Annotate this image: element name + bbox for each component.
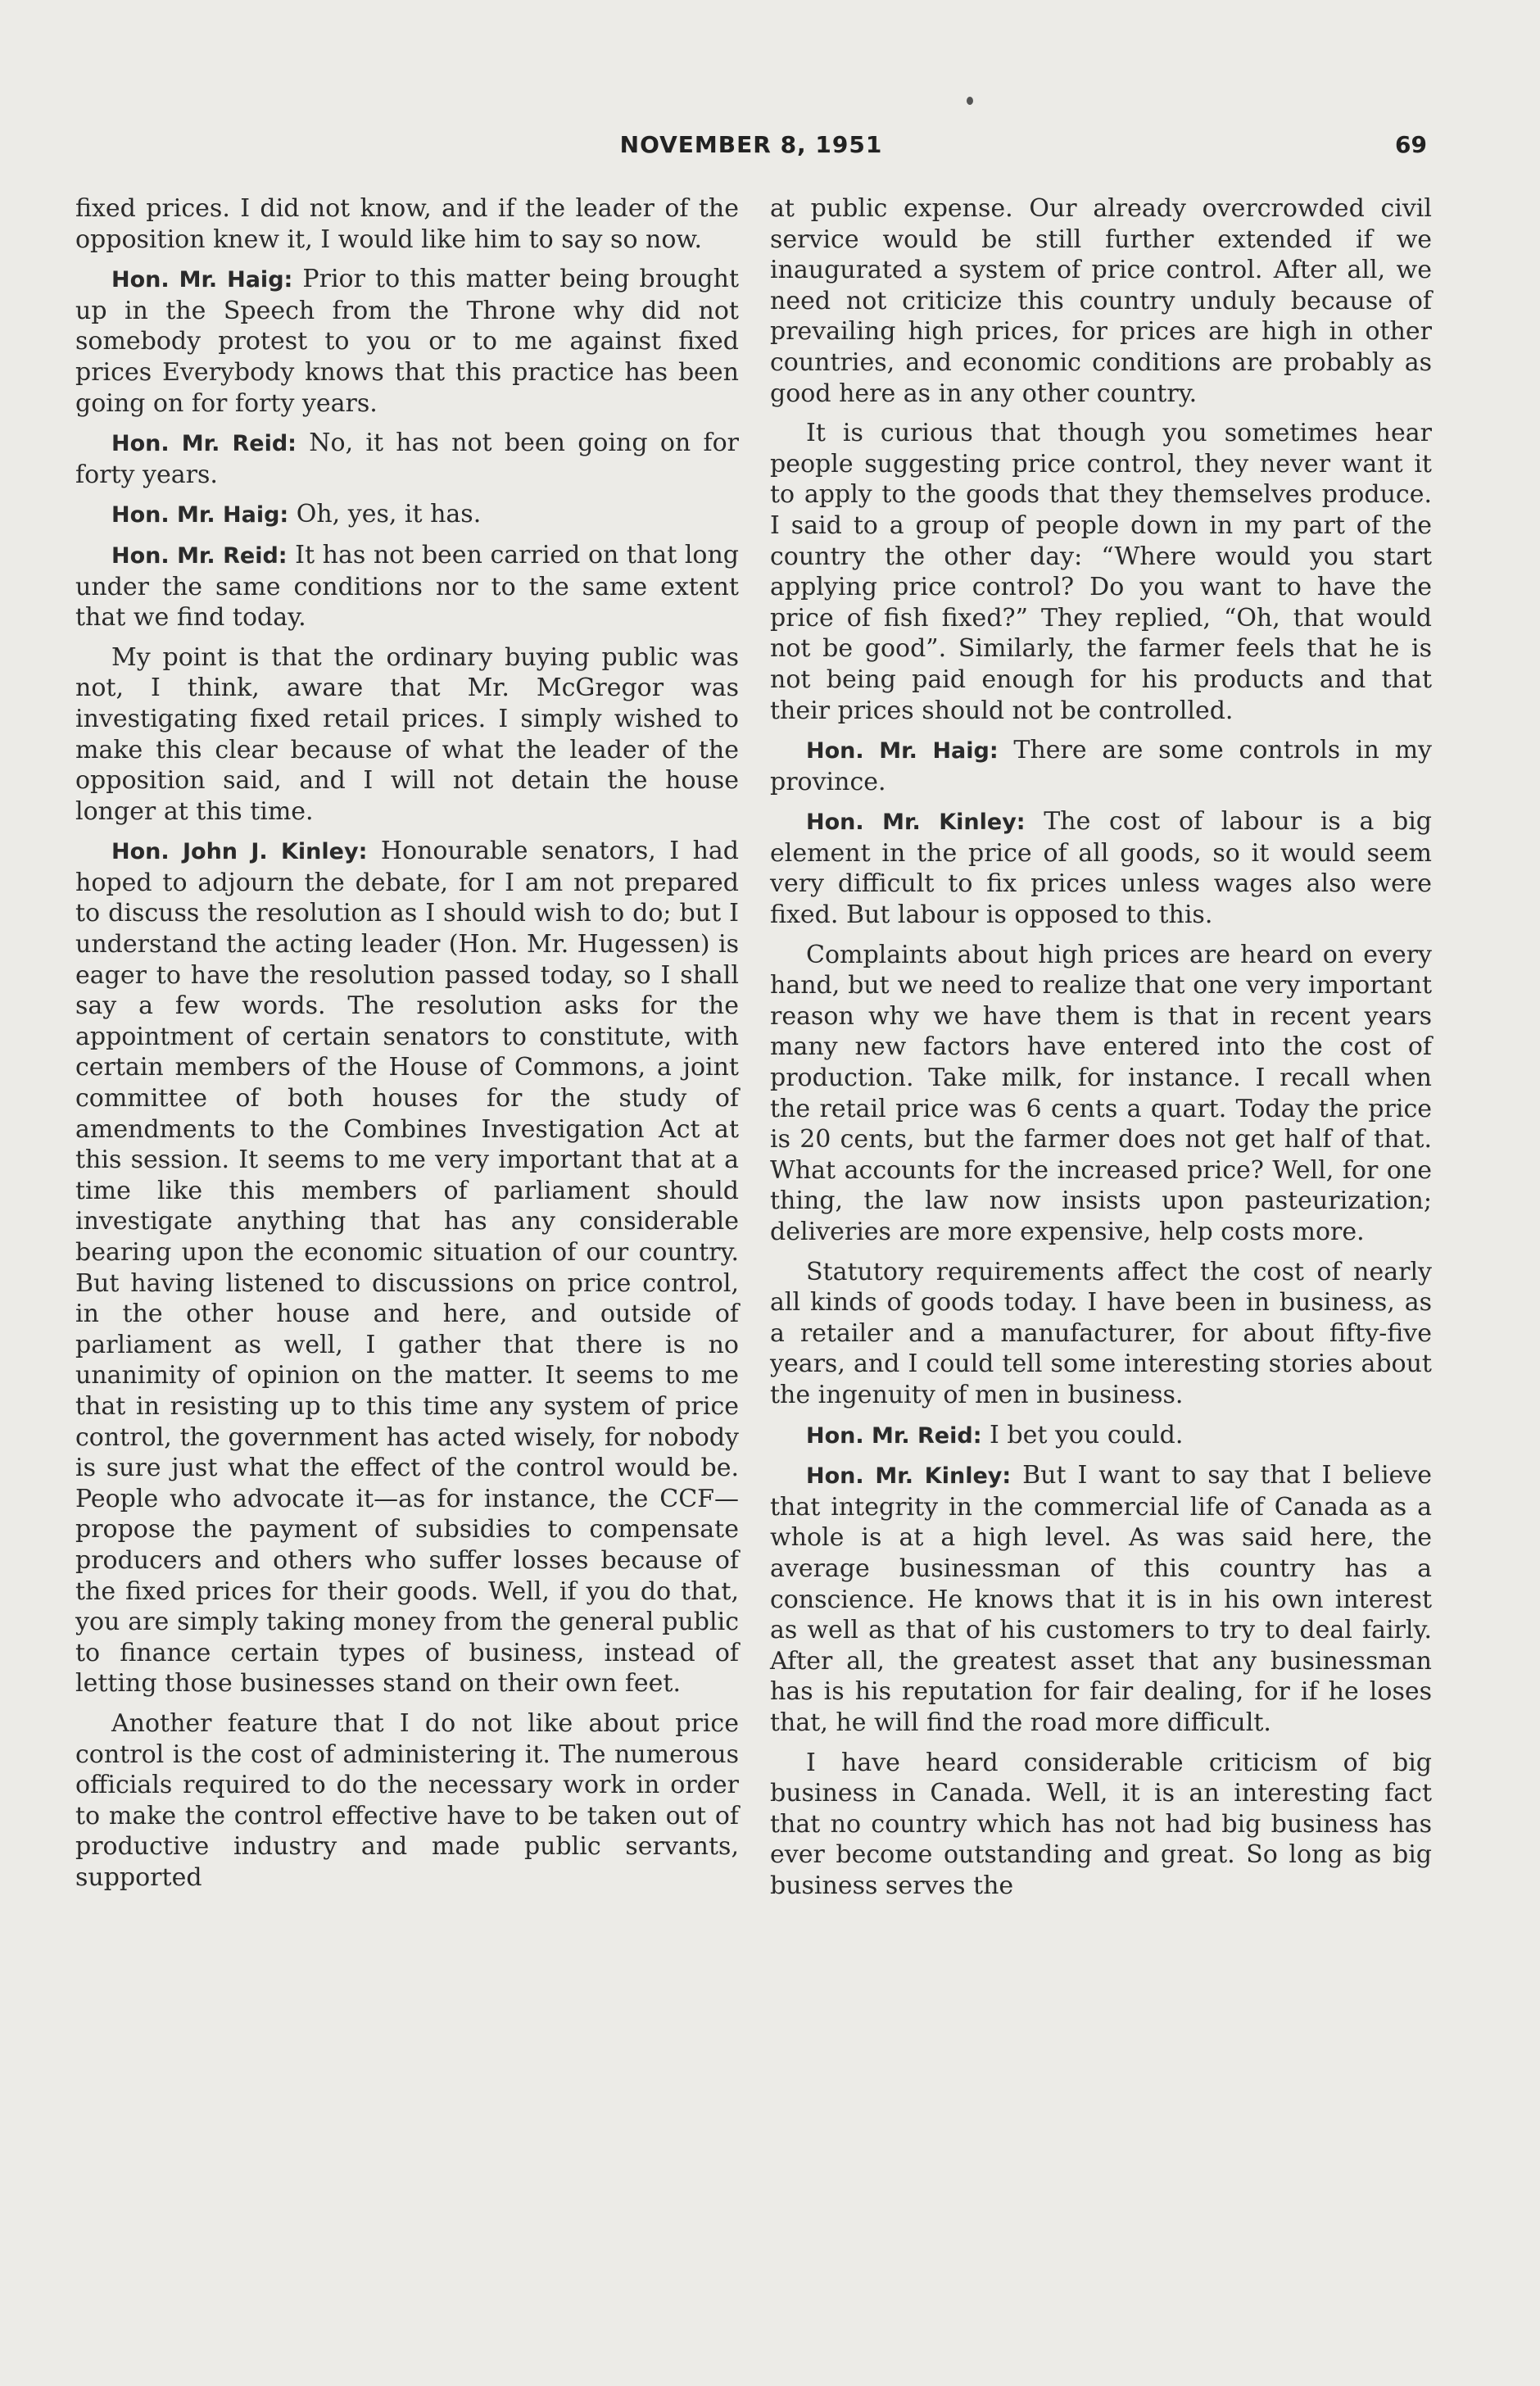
speaker-name: Hon. John J. Kinley: (111, 839, 368, 865)
paragraph-text: Honourable senators, I had hoped to adjourn the debate, for I am not prepared to discuss the resolution as I should wish to do; but I understand the acting leader (Hon. Mr. Hugessen) is eager to have the resolution passed today, so I shall say a few words. The resolution asks for the appointment of certain senators to constitute, with certain members of the House of Commons, a joint committee of both houses for the study of amendments to the Combines Investigation Act at this session. It seems to me very important that at a time like this members of parliament should investigate anything that has any considerable bearing upon the economic situation of our country. But having listened to discussions on price control, in the other house and here, and outside of parliament as well, I gather that there is no unanimity of opinion on the matter. It seems to me that in resisting up to this time any system of price control, the government has acted wisely, for nobody is sure just what the effect of the control would be. People who advocate it—as for instance, the CCF—propose the payment of subsidies to compensate producers and others who suffer losses because of the fixed prices for their goods. Well, if you do that, you are simply taking money from the general public to finance certain types of business, instead of letting those businesses stand on their own feet. (75, 837, 740, 1699)
paragraph-text: But I want to say that I believe that integrity in the commercial life of Canada as a whole is at a high level. As was said here, the average businessman of this country has a conscience. He knows that it is in his own interest as well as that of his customers to try to deal fairly. After all, the greatest asset that any businessman has is his reputation for fair dealing, for if he loses that, he will find the road more difficult. (770, 1461, 1432, 1737)
paragraph (770, 418, 1432, 726)
paragraph (75, 540, 739, 633)
page-header (75, 131, 1427, 172)
paragraph (770, 1257, 1432, 1411)
right-column (770, 193, 1432, 1910)
speaker-name: Hon. Mr. Haig: (111, 267, 293, 293)
paragraph (770, 1748, 1432, 1902)
paragraph-text: I bet you could. (981, 1420, 1184, 1449)
paragraph (770, 806, 1432, 930)
paragraph (770, 735, 1432, 797)
paragraph-text: It is curious that though you sometimes hear people suggesting price control, they never want it to apply to the goods that they themselves produce. I said to a group of people down in my part of the country the other day: “Where would you start applying price control? Do you want to have the price of fish fixed?” They replied, “Oh, that would not be good”. Similarly, the farmer feels that he is not being paid enough for his products and that their prices should not be controlled. (770, 419, 1432, 725)
paragraph-text: My point is that the ordinary buying public was not, I think, aware that Mr. McGregor was investigating fixed retail prices. I simply wished to make this clear because of what the leader of the opposition said, and I will not detain the house longer at this time. (75, 642, 739, 826)
speaker-name: Hon. Mr. Kinley: (806, 810, 1026, 836)
speaker-name: Hon. Mr. Reid: (806, 1422, 982, 1449)
speaker-name: Hon. Mr. Reid: (111, 431, 297, 457)
paragraph-text: Statutory requirements affect the cost of nearly all kinds of goods today. I have been in business, as a retailer and a manufacturer, for about fifty-five years, and I could tell some interesting stories about the ingenuity of men in business. (770, 1257, 1432, 1409)
paragraph-text: Another feature that I do not like about price control is the cost of administering it. The numerous officials required to do the necessary work in order to make the control effective have to be taken out of productive industry and made public servants, supported (75, 1708, 739, 1892)
paragraph (770, 940, 1432, 1248)
paragraph-text: Complaints about high prices are heard on every hand, but we need to realize that one very important reason why we have them is that in recent years many new factors have entered into the cost of production. Take milk, for instance. I recall when the retail price was 6 cents a quart. Today the price is 20 cents, but the farmer does not get half of that. What accounts for the increased price? Well, for one thing, the law now insists upon pasteurization; deliveries are more expensive, help costs more. (770, 940, 1432, 1246)
print-mark (967, 97, 973, 105)
paragraph (75, 264, 739, 419)
paragraph (770, 1420, 1432, 1452)
paragraph (75, 193, 739, 255)
speaker-name: Hon. Mr. Haig: (806, 738, 999, 764)
paragraph-text: at public expense. Our already overcrowded civil service would be still further extended if we inaugurated a system of price control. After all, we need not criticize this country unduly because of prevailing high prices, for prices are high in other countries, and economic conditions are probably as good here as in any other country. (770, 194, 1432, 408)
paragraph-text: Oh, yes, it has. (288, 500, 482, 529)
paragraph (75, 1708, 739, 1894)
left-column (75, 193, 739, 1902)
paragraph (770, 1460, 1432, 1738)
paragraph-text: No, it has not been going on for forty years. (75, 429, 740, 489)
paragraph (75, 642, 739, 828)
speaker-name: Hon. Mr. Reid: (111, 542, 288, 569)
paragraph (75, 499, 739, 531)
paragraph-text: The cost of labour is a big element in the price of all goods, so it would seem very difficult to fix prices unless wages also were fixed. But labour is opposed to this. (770, 807, 1432, 930)
paragraph-text: There are some controls in my province. (770, 736, 1432, 796)
page-number: 69 (1395, 131, 1427, 158)
page-title: NOVEMBER 8, 1951 (619, 131, 883, 158)
paragraph (75, 428, 739, 490)
speaker-name: Hon. Mr. Haig: (111, 502, 289, 528)
speaker-name: Hon. Mr. Kinley: (806, 1463, 1012, 1490)
paragraph-text: Prior to this matter being brought up in the Speech from the Throne why did not somebody protest to you or to me against fixed prices Everybody knows that this practice has been going on for forty years. (75, 265, 739, 418)
paragraph-text: It has not been carried on that long under the same conditions nor to the same extent that we find today. (75, 540, 740, 633)
paragraph-text: fixed prices. I did not know, and if the leader of the opposition knew it, I would like him to say so now. (75, 194, 739, 254)
paragraph (770, 193, 1432, 409)
paragraph (75, 836, 739, 1699)
paragraph-text: I have heard considerable criticism of big business in Canada. Well, it is an interesting fact that no country which has not had big business has ever become outstanding and great. So long as big business serves the (770, 1748, 1432, 1900)
